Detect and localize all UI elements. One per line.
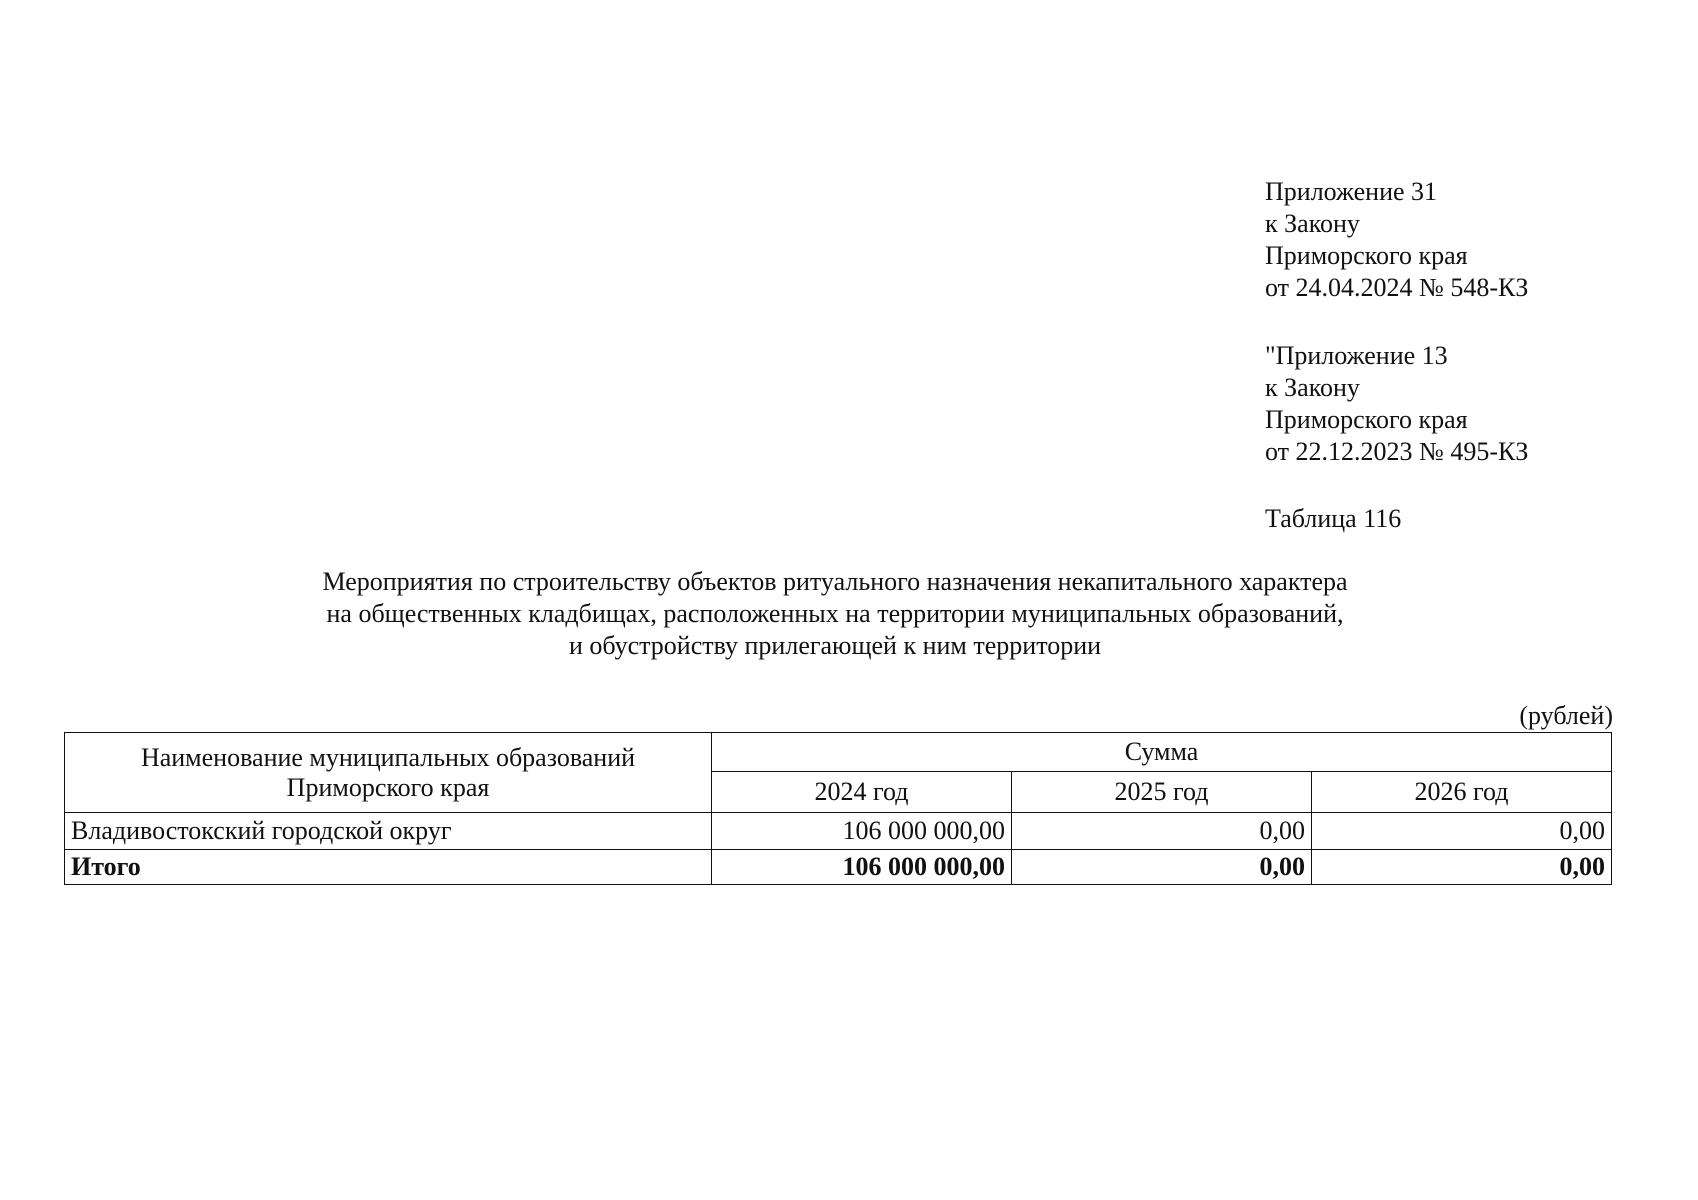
total-2024-cell: 106 000 000,00 — [712, 850, 1012, 885]
amount-2026-cell: 0,00 — [1312, 813, 1612, 850]
table-header-row — [65, 733, 1612, 772]
units-label: (рублей) — [1519, 701, 1613, 730]
total-2026-cell: 0,00 — [1312, 850, 1612, 885]
amount-2025-cell: 0,00 — [1012, 813, 1312, 850]
title-line: и обустройству прилегающей к ним территории — [568, 631, 1102, 660]
header-text-line: Наименование муниципальных образований — [140, 742, 636, 772]
header-text-line: Приморского края — [286, 772, 490, 802]
budget-table — [64, 732, 1612, 885]
appendix-line: Приморского края — [1265, 405, 1468, 434]
document-title — [160, 566, 1510, 662]
appendix-line: к Закону — [1265, 373, 1360, 402]
year-2024-header: 2024 год — [712, 772, 1012, 813]
amount-2024-cell: 106 000 000,00 — [712, 813, 1012, 850]
total-label-cell: Итого — [65, 850, 712, 885]
appendix-line: Приложение 31 — [1265, 177, 1438, 206]
appendix-line: "Приложение 13 — [1265, 341, 1448, 370]
table-row — [65, 813, 1612, 850]
title-line: на общественных кладбищах, расположенных на территории муниципальных образований, — [326, 599, 1344, 628]
table-number: Таблица 116 — [1265, 504, 1402, 533]
appendix-line: Приморского края — [1265, 241, 1468, 270]
appendix-line: к Закону — [1265, 209, 1360, 238]
total-2025-cell: 0,00 — [1012, 850, 1312, 885]
municipality-name-cell: Владивостокский городской округ — [65, 813, 712, 850]
appendix-line: от 24.04.2024 № 548-КЗ — [1265, 273, 1529, 302]
appendix-original-reference — [1265, 340, 1528, 468]
appendix-current-reference — [1265, 176, 1528, 304]
year-2025-header: 2025 год — [1012, 772, 1312, 813]
appendix-line: от 22.12.2023 № 495-КЗ — [1265, 437, 1529, 466]
sum-column-header: Сумма — [712, 733, 1612, 772]
municipality-column-header — [65, 733, 712, 813]
title-line: Мероприятия по строительству объектов ритуального назначения некапитального характера — [322, 567, 1348, 596]
year-2026-header: 2026 год — [1312, 772, 1612, 813]
total-row — [65, 850, 1612, 885]
